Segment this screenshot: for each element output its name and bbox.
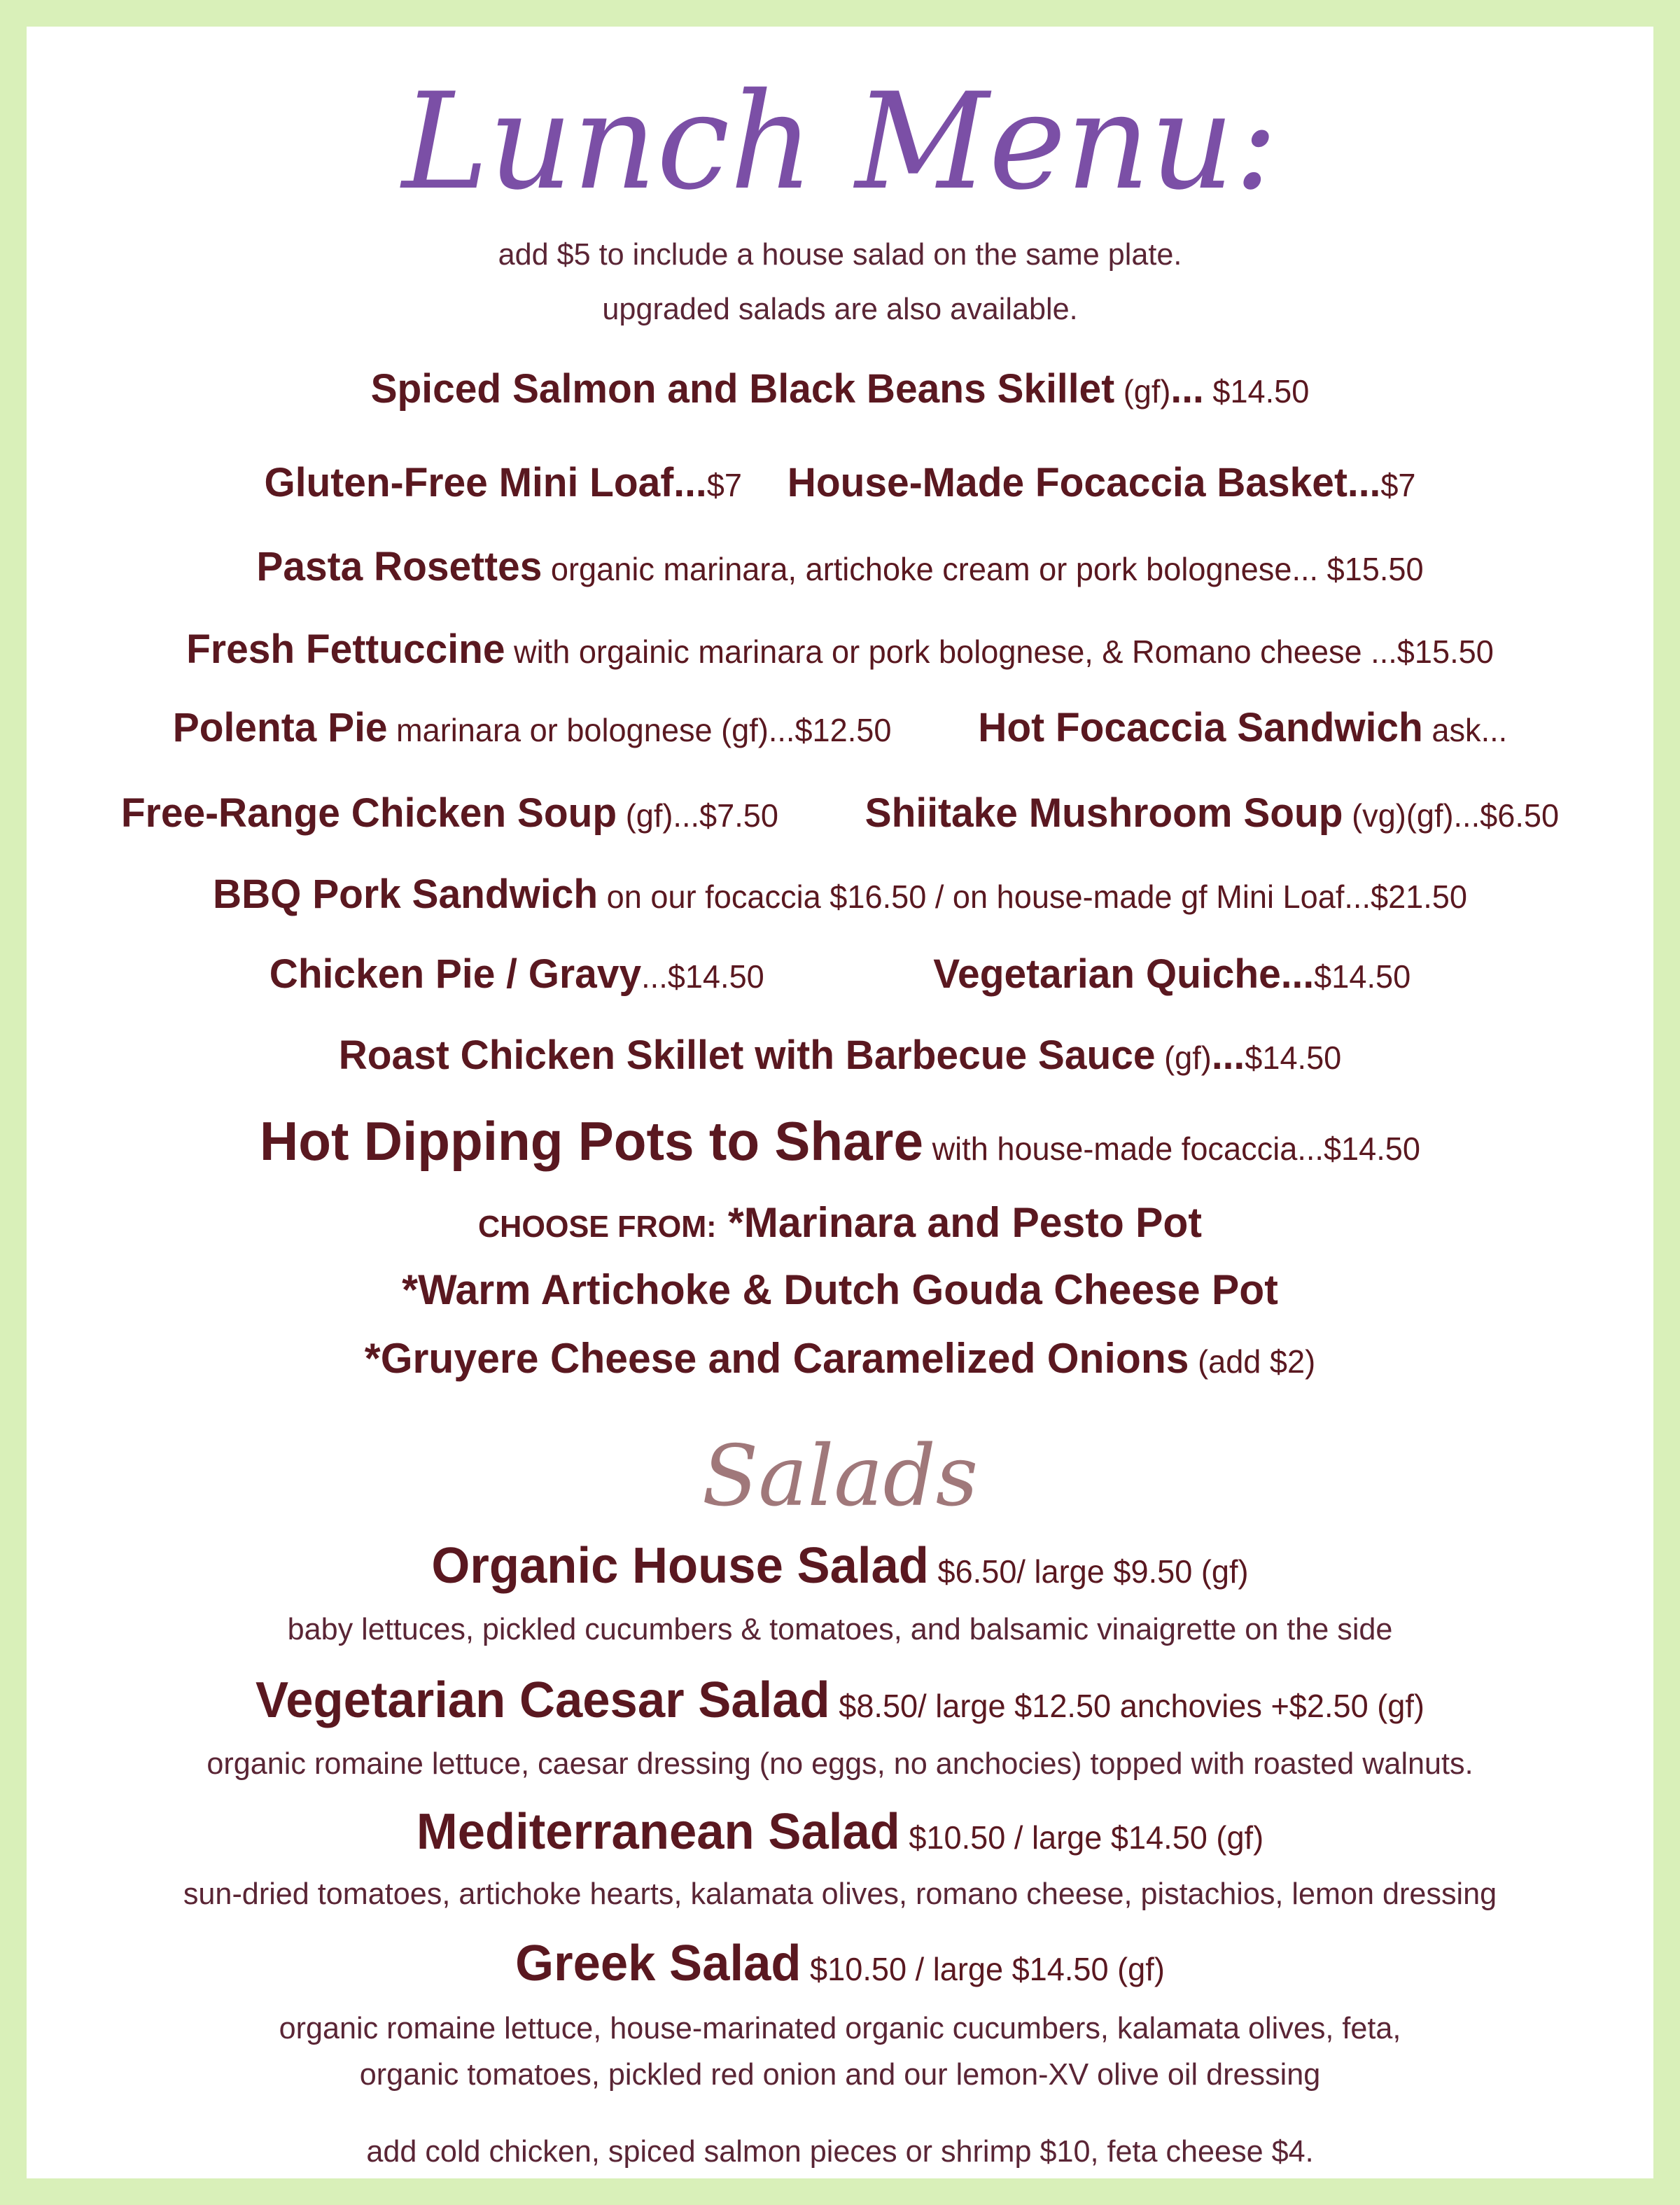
dipping-option-row bbox=[42, 1336, 1638, 1382]
menu-item-polenta bbox=[173, 706, 892, 750]
dipping-option: *Gruyere Cheese and Caramelized Onions bbox=[364, 1335, 1189, 1382]
item-desc: ask... bbox=[1422, 712, 1508, 748]
item-name: Chicken Pie / Gravy bbox=[269, 951, 642, 997]
menu-item-chicken-soup bbox=[121, 791, 778, 836]
dipping-pots-heading bbox=[42, 1112, 1638, 1172]
menu-item-quiche bbox=[933, 952, 1410, 997]
menu-item-chicken-pie bbox=[270, 952, 764, 997]
menu-item-salmon bbox=[42, 367, 1638, 412]
salad-description: baby lettuces, pickled cucumbers & tomatoes, and balsamic vinaigrette on the side bbox=[287, 1612, 1393, 1646]
item-desc: marinara or bolognese (gf)...$12.50 bbox=[387, 712, 892, 748]
item-name: Polenta Pie bbox=[172, 705, 388, 750]
item-desc: ...$14.50 bbox=[641, 958, 764, 995]
salad-description: sun-dried tomatoes, artichoke hearts, kalamata olives, romano cheese, pistachios, lemon dressing bbox=[183, 1877, 1497, 1911]
item-desc: with house-made focaccia...$14.50 bbox=[923, 1130, 1420, 1167]
salad-greek bbox=[42, 1936, 1638, 1991]
item-desc: on our focaccia $16.50 / on house-made gf Mini Loaf...$21.50 bbox=[598, 878, 1468, 915]
salad-price: $6.50/ large $9.50 (gf) bbox=[928, 1553, 1249, 1590]
item-price: $14.50 bbox=[1245, 1040, 1342, 1076]
item-name: Fresh Fettuccine bbox=[186, 626, 505, 672]
item-name: Spiced Salmon and Black Beans Skillet bbox=[370, 366, 1115, 412]
salad-name: Mediterranean Salad bbox=[416, 1804, 900, 1860]
item-name: House-Made Focaccia Basket... bbox=[787, 460, 1381, 505]
dipping-option-row bbox=[42, 1267, 1638, 1313]
footer-addons: add cold chicken, spiced salmon pieces or shrimp $10, feta cheese $4. bbox=[366, 2134, 1314, 2169]
salad-description: organic tomatoes, pickled red onion and our lemon-XV olive oil dressing bbox=[359, 2057, 1321, 2092]
salad-caesar bbox=[42, 1673, 1638, 1728]
menu-item-fettuccine bbox=[42, 627, 1638, 672]
item-name: Pasta Rosettes bbox=[256, 544, 542, 589]
item-tag: (gf) bbox=[1114, 373, 1171, 410]
menu-row-pie-quiche bbox=[42, 952, 1638, 997]
item-tag: (gf) bbox=[1155, 1040, 1212, 1076]
item-desc: with orgainic marinara or pork bolognese, & Romano cheese ...$15.50 bbox=[505, 634, 1494, 670]
salad-price: $8.50/ large $12.50 anchovies +$2.50 (gf) bbox=[830, 1688, 1424, 1724]
menu-row-polenta-sandwich bbox=[42, 706, 1638, 750]
salad-name: Organic House Salad bbox=[431, 1538, 929, 1594]
item-price: $14.50 bbox=[1314, 958, 1411, 995]
item-desc: (vg)(gf)...$6.50 bbox=[1343, 797, 1560, 834]
item-name: BBQ Pork Sandwich bbox=[212, 872, 598, 917]
item-name: Hot Dipping Pots to Share bbox=[259, 1110, 924, 1172]
menu-page bbox=[27, 27, 1653, 2178]
item-price: $7 bbox=[706, 467, 742, 503]
item-name: Gluten-Free Mini Loaf... bbox=[264, 460, 707, 505]
salad-price: $10.50 / large $14.50 (gf) bbox=[899, 1819, 1264, 1856]
salad-mediterranean bbox=[42, 1805, 1638, 1860]
dipping-choose-row bbox=[42, 1198, 1638, 1247]
menu-item-roast-chicken bbox=[42, 1033, 1638, 1078]
item-dots: ... bbox=[1211, 1032, 1245, 1078]
salad-price: $10.50 / large $14.50 (gf) bbox=[801, 1951, 1165, 1987]
item-name: Vegetarian Quiche bbox=[933, 951, 1281, 997]
dipping-option: *Warm Artichoke & Dutch Gouda Cheese Pot bbox=[402, 1266, 1278, 1313]
menu-title: Lunch Menu: bbox=[402, 64, 1278, 219]
item-name: Hot Focaccia Sandwich bbox=[978, 705, 1423, 750]
item-price: $7 bbox=[1380, 467, 1416, 503]
item-name: Free-Range Chicken Soup bbox=[120, 790, 617, 836]
salad-name: Greek Salad bbox=[515, 1935, 802, 1991]
note-upgraded-salads: upgraded salads are also available. bbox=[602, 292, 1078, 326]
menu-row-soups bbox=[42, 791, 1638, 836]
menu-row-breads bbox=[42, 461, 1638, 505]
menu-item-hot-sandwich bbox=[978, 706, 1507, 750]
menu-item-bbq-pork bbox=[42, 872, 1638, 917]
menu-item-focaccia-basket bbox=[788, 461, 1416, 505]
salad-name: Vegetarian Caesar Salad bbox=[255, 1672, 830, 1728]
salad-description: organic romaine lettuce, house-marinated organic cucumbers, kalamata olives, feta, bbox=[279, 2011, 1401, 2045]
item-price: $14.50 bbox=[1203, 373, 1310, 410]
item-name: Shiitake Mushroom Soup bbox=[864, 790, 1343, 836]
item-desc: organic marinara, artichoke cream or pork bolognese... $15.50 bbox=[542, 551, 1424, 587]
item-desc: (gf)...$7.50 bbox=[617, 797, 778, 834]
item-dots: ... bbox=[1170, 366, 1204, 412]
note-house-salad: add $5 to include a house salad on the same plate. bbox=[498, 237, 1182, 272]
item-name: Roast Chicken Skillet with Barbecue Sauce bbox=[338, 1032, 1156, 1078]
item-dots: ... bbox=[1280, 951, 1315, 997]
salad-house bbox=[42, 1539, 1638, 1594]
salad-description: organic romaine lettuce, caesar dressing (no eggs, no anchocies) topped with roasted walnuts. bbox=[206, 1746, 1474, 1781]
dipping-option-extra: (add $2) bbox=[1189, 1343, 1316, 1380]
menu-item-shiitake-soup bbox=[865, 791, 1559, 836]
dipping-option: *Marinara and Pesto Pot bbox=[716, 1199, 1203, 1246]
choose-label: CHOOSE FROM: bbox=[477, 1210, 717, 1244]
menu-item-gf-loaf bbox=[264, 461, 741, 505]
salads-title: Salads bbox=[701, 1428, 979, 1525]
menu-item-pasta bbox=[42, 545, 1638, 589]
